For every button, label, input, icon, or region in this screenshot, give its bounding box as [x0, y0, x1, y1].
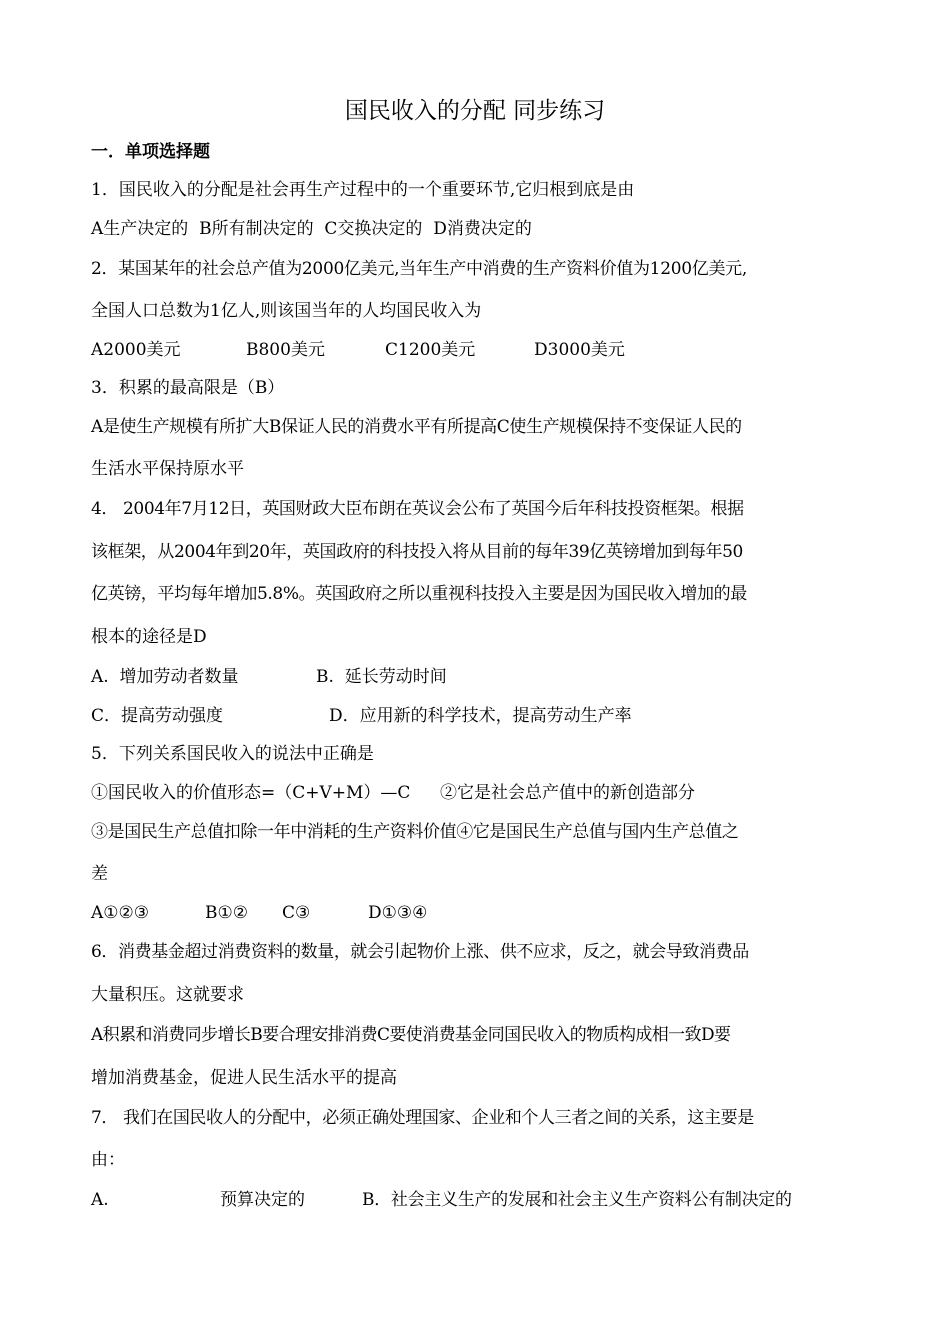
q5-item-1: ①国民收入的价值形态=（C+V+M）—C [91, 783, 411, 803]
q2-option-b: B800美元 [246, 340, 325, 360]
q4-option-d: D．应用新的科学技术，提高劳动生产率 [329, 706, 632, 726]
q2-option-a: A2000美元 [91, 340, 181, 360]
q4-line2: 该框架，从2004年到20年，英国政府的科技投入将从目前的每年39亿英镑增加到每年50 [91, 542, 743, 562]
q2-line1: 2．某国某年的社会总产值为2000亿美元,当年生产中消费的生产资料价值为1200亿美元, [91, 259, 747, 279]
q4-option-c: C．提高劳动强度 [91, 706, 224, 726]
q3-line1: A是使生产规模有所扩大B保证人民的消费水平有所提高C使生产规模保持不变保证人民的 [91, 417, 742, 437]
section-heading: 一．单项选择题 [91, 142, 210, 162]
q7-line1: 7． 我们在国民收人的分配中，必须正确处理国家、企业和个人三者之间的关系，这主要是 [91, 1108, 754, 1128]
q5-option-d: D①③④ [368, 903, 428, 923]
q2-line2: 全国人口总数为1亿人,则该国当年的人均国民收入为 [91, 301, 482, 321]
q4-line4: 根本的途径是D [91, 627, 207, 647]
q1-stem: 1．国民收入的分配是社会再生产过程中的一个重要环节,它归根到底是由 [91, 180, 635, 200]
q7-line2: 由： [91, 1150, 125, 1170]
q2-option-c: C1200美元 [385, 340, 476, 360]
q6-line2: 大量积压。这就要求 [91, 985, 244, 1005]
q5-option-c: C③ [282, 903, 311, 923]
q5-stem: 5．下列关系国民收入的说法中正确是 [91, 744, 374, 764]
q3-stem: 3．积累的最高限是（B） [91, 378, 285, 398]
q4-line1: 4． 2004年7月12日，英国财政大臣布朗在英议会公布了英国今后年科技投资框架。根据 [91, 499, 744, 519]
q6-line3: A积累和消费同步增长B要合理安排消费C要使消费基金同国民收入的物质构成相一致D要 [91, 1025, 731, 1045]
q5-item-3: ③是国民生产总值扣除一年中消耗的生产资料价值④它是国民生产总值与国内生产总值之 [91, 822, 739, 842]
q5-item-2: ②它是社会总产值中的新创造部分 [440, 783, 695, 803]
q5-option-a: A①②③ [91, 903, 149, 923]
q7-option-b: B．社会主义生产的发展和社会主义生产资料公有制决定的 [362, 1190, 792, 1210]
q3-line2: 生活水平保持原水平 [91, 459, 244, 479]
q6-line1: 6．消费基金超过消费资料的数量，就会引起物价上涨、供不应求，反之，就会导致消费品 [91, 942, 749, 962]
q4-option-a: A. 增加劳动者数量 [91, 667, 239, 687]
page-title: 国民收入的分配 同步练习 [344, 98, 606, 124]
q4-option-b: B. 延长劳动时间 [316, 667, 447, 687]
q5-option-b: B①② [205, 903, 248, 923]
q4-line3: 亿英镑，平均每年增加5.8%。英国政府之所以重视科技投入主要是因为国民收入增加的最 [91, 584, 747, 604]
q5-item-3-cont: 差 [91, 864, 108, 884]
q6-line4: 增加消费基金，促进人民生活水平的提高 [91, 1068, 397, 1088]
q1-options: A生产决定的 B所有制决定的 C交换决定的 D消费决定的 [91, 219, 532, 239]
q7-option-a-text: 预算决定的 [220, 1190, 305, 1210]
q2-option-d: D3000美元 [534, 340, 625, 360]
q7-option-a-letter: A. [91, 1190, 109, 1210]
